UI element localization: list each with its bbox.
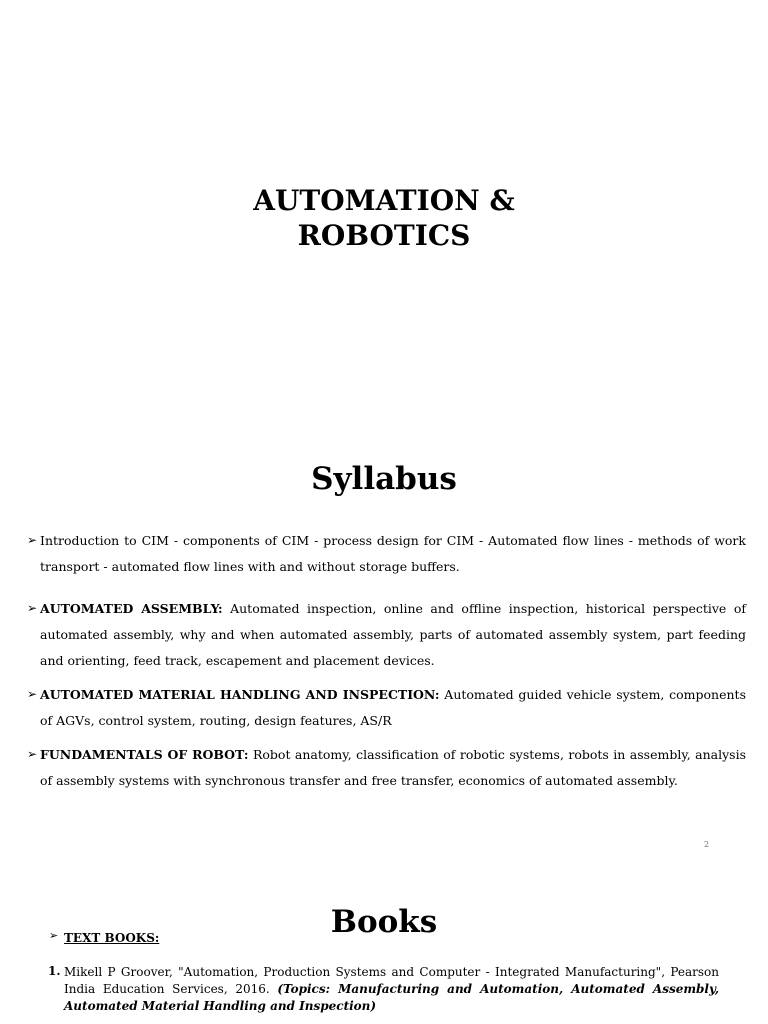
syllabus-item [40,742,746,794]
reference-topics: (Topics: Manufacturing and Automation, Automated Assembly, Automated Material Handling and Inspection) [64,982,719,1013]
syllabus-item-text: Robot anatomy, classification of robotic systems, robots in assembly, analysis of assembly systems with synchronous transfer and free transfer, economics of automated assembly. [40,747,747,788]
arrow-bullet-icon: ➢ [27,533,38,547]
reference-text: Mikell P Groover, "Automation, Production Systems and Computer - Integrated Manufacturing", Pearson India Education Services, 2016. [64,965,719,996]
document-title [0,183,768,253]
syllabus-item-text: Automated inspection, online and offline inspection, historical perspective of automated assembly, why and when automated assembly, parts of automated assembly system, part feeding and orienting, feed track, escapement and placement devices. [40,601,746,668]
syllabus-item-lead: AUTOMATED ASSEMBLY: [40,601,223,616]
arrow-bullet-icon: ➢ [27,747,38,761]
syllabus-item-text: Introduction to CIM - components of CIM - process design for CIM - Automated flow lines - methods of work transport - automated flow lines with and without storage buffers. [40,533,746,574]
page-number: 2 [704,840,710,849]
syllabus-item-lead: FUNDAMENTALS OF ROBOT: [40,747,249,762]
title-line-2: ROBOTICS [297,219,471,252]
text-books-label: TEXT BOOKS: [64,931,160,945]
reference-number: 1. [48,964,61,978]
books-heading: Books [330,904,438,940]
syllabus-item-text: Automated guided vehicle system, components of AGVs, control system, routing, design features, AS/R [40,687,746,728]
arrow-bullet-icon: ➢ [49,929,59,942]
reference-item [64,964,719,1015]
syllabus-item [40,528,746,580]
arrow-bullet-icon: ➢ [27,601,38,615]
arrow-bullet-icon: ➢ [27,687,38,701]
syllabus-item [40,682,746,734]
title-line-1: AUTOMATION & [253,184,515,217]
syllabus-item-lead: AUTOMATED MATERIAL HANDLING AND INSPECTION: [40,687,440,702]
syllabus-heading: Syllabus [311,461,457,497]
syllabus-item [40,596,746,674]
